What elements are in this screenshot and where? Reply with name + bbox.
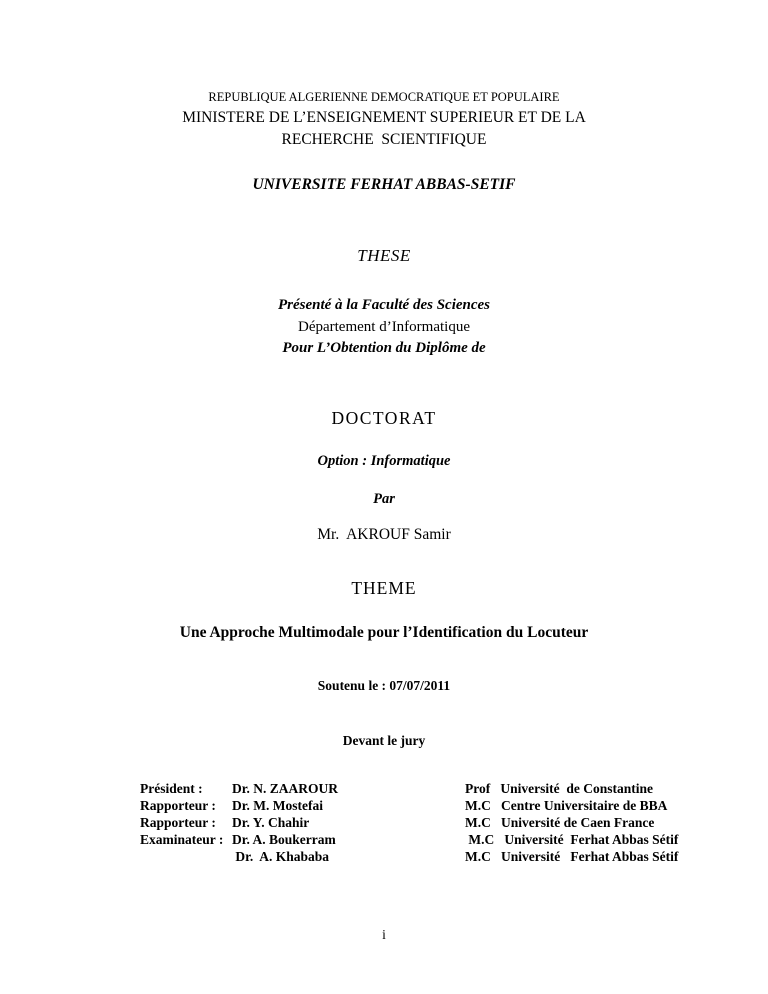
thesis-title: Une Approche Multimodale pour l’Identification du Locuteur — [179, 624, 589, 641]
jury-table — [140, 780, 700, 865]
republic-header — [0, 88, 768, 151]
jury-affiliation: M.C Université Ferhat Abbas Sétif — [465, 832, 679, 847]
jury-name: Dr. A. Boukerram — [232, 832, 336, 847]
defense-date: Soutenu le : 07/07/2011 — [317, 678, 451, 693]
degree-label: DOCTORAT — [331, 408, 437, 428]
by-label: Par — [373, 491, 395, 507]
jury-role — [140, 848, 232, 865]
jury-heading: Devant le jury — [342, 733, 426, 748]
thesis-label: THESE — [357, 246, 411, 265]
header-line-2: MINISTERE DE L’ENSEIGNEMENT SUPERIEUR ET DE LA — [182, 109, 586, 126]
department-line: Département d’Informatique — [297, 318, 470, 335]
header-line-1: REPUBLIQUE ALGERIENNE DEMOCRATIQUE ET POPULAIRE — [208, 90, 560, 104]
header-line-3: RECHERCHE SCIENTIFIQUE — [281, 131, 487, 148]
jury-role: Président : — [140, 781, 203, 796]
jury-name: Dr. M. Mostefai — [232, 798, 323, 813]
jury-affiliation: M.C Université de Caen France — [465, 815, 655, 830]
page-number: i — [382, 927, 386, 942]
author-name: Mr. AKROUF Samir — [317, 526, 451, 543]
jury-affiliation: M.C Centre Universitaire de BBA — [465, 798, 668, 813]
jury-role: Rapporteur : — [140, 815, 216, 830]
theme-label: THEME — [351, 578, 417, 598]
jury-affiliation: M.C Université Ferhat Abbas Sétif — [465, 849, 679, 864]
presented-at-line: Présenté à la Faculté des Sciences — [277, 297, 491, 313]
diploma-line: Pour L’Obtention du Diplôme de — [282, 340, 486, 356]
university-name: UNIVERSITE FERHAT ABBAS-SETIF — [252, 176, 516, 193]
jury-name: Dr. N. ZAAROUR — [232, 781, 339, 796]
jury-name: Dr. Y. Chahir — [232, 815, 310, 830]
jury-role: Rapporteur : — [140, 798, 216, 813]
option-line: Option : Informatique — [317, 453, 451, 469]
presentation-block — [0, 295, 768, 360]
jury-affiliation: Prof Université de Constantine — [465, 781, 653, 796]
jury-role: Examinateur : — [140, 832, 224, 847]
jury-name: Dr. A. Khababa — [232, 849, 330, 864]
